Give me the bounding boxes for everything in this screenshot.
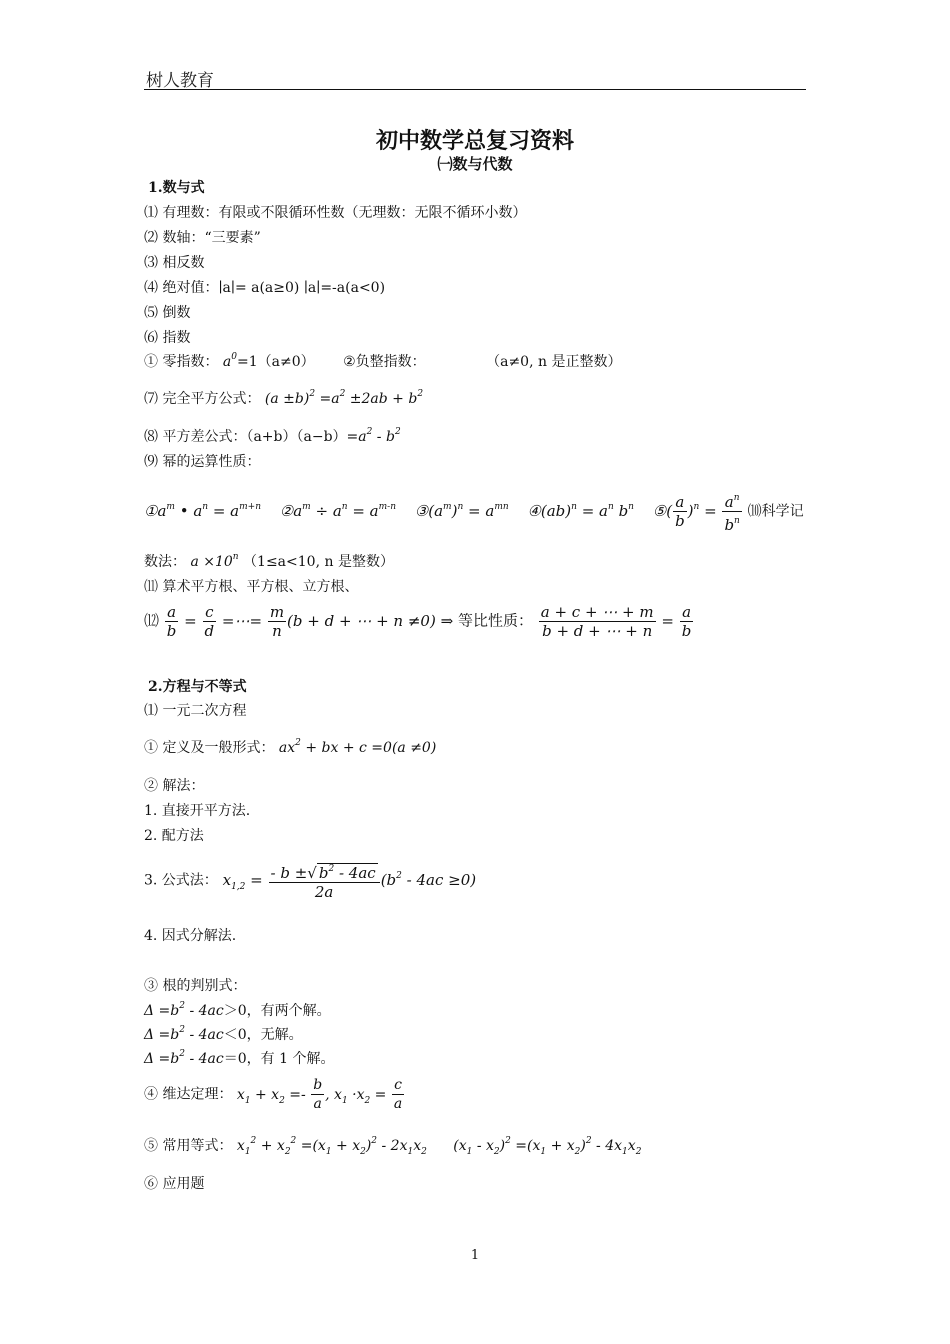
line-reciprocal: ⑸ 倒数 bbox=[144, 305, 191, 321]
formula-method-label: 3. 公式法： bbox=[144, 872, 218, 889]
line-perfect-square bbox=[144, 388, 423, 408]
zero-exp-formula: $a^0$ bbox=[222, 352, 237, 370]
identity-formula-2: $(x_1 - x_2)^2 =(x_1 + x_2)^2 - 4x_1x_2$ bbox=[453, 1136, 642, 1157]
neg-exp-cond: （a≠0, n 是正整数） bbox=[486, 354, 622, 370]
line-proportion: ⑿ $\frac{a}{b}$ = $\frac{c}{d}$ =⋯= $\frac{m}{n}$ (b + d + ⋯ + n ≠0) ⇒ 等比性质： $\frac{a + c + \cdots + m}{b + d + \cdots + n}$ = $\frac{a}{b}$ bbox=[144, 603, 692, 640]
line-exponent: ⑹ 指数 bbox=[144, 330, 191, 346]
discriminant-zero: $\Delta =b^2 - 4ac=0$，有 1 个解。 bbox=[144, 1049, 335, 1067]
general-form-formula: $ax^2$ + bx + c =0(a ≠0) bbox=[278, 738, 437, 756]
zero-exp-cond: =1（a≠0） bbox=[237, 354, 315, 370]
doc-subtitle: ㈠数与代数 bbox=[437, 155, 513, 173]
line-opposite: ⑶ 相反数 bbox=[144, 255, 205, 271]
proportion-property-label: 等比性质： bbox=[457, 611, 533, 630]
line-rational: ⑴ 有理数：有限或不限循环性数（无理数：无限不循环小数） bbox=[144, 205, 527, 221]
line-discriminant: ③ 根的判别式： bbox=[144, 978, 247, 994]
discriminant-positive: $\Delta =b^2 - 4ac>0$，有两个解。 bbox=[144, 1001, 331, 1019]
line-sci-notation bbox=[144, 551, 394, 571]
power-rules-formulas: $①a^m$ • $a^n = a^{m+n}$ $②a^m \div a^n = a^{m-n}$ $③(a^m)^n = a^{mn}$ ④(ab)$^n$ = $a^n$ $b^n$ ⑤( $\frac{a}{b}$ )$^n$ = $\frac{a^n}{b^n}$ ⑽科学记 bbox=[144, 489, 804, 534]
quadratic-formula: $x_{1,2}$ = $\frac{- b \pm√ b^2 - 4ac}{2a}$ $(b^2 - 4ac \ge 0)$ bbox=[223, 871, 477, 889]
sci-notation-formula: $a \times 10^n$ bbox=[190, 552, 239, 570]
section-heading-2: 2.方程与不等式 bbox=[148, 679, 247, 695]
header-rule bbox=[144, 89, 806, 90]
identities-label: ⑤ 常用等式： bbox=[144, 1138, 233, 1154]
line-method-1: 1. 直接开平方法. bbox=[144, 803, 251, 819]
page-number: 1 bbox=[470, 1248, 480, 1263]
line-diff-squares bbox=[144, 426, 401, 446]
neg-exp-label: ②负整指数： bbox=[343, 354, 426, 370]
line-absolute: ⑷ 绝对值：∣a∣= a(a≥0) ∣a∣=-a(a<0) bbox=[144, 280, 386, 296]
sci-notation-cond: （1≤a<10, n 是整数） bbox=[243, 554, 394, 570]
line-zero-exponent bbox=[144, 351, 621, 371]
line-solutions: ② 解法： bbox=[144, 778, 205, 794]
sci-notation-label-start: ⑽科学记 bbox=[747, 503, 804, 520]
perfect-square-label: ⑺ 完全平方公式： bbox=[144, 391, 261, 407]
section-heading-1: 1.数与式 bbox=[148, 180, 205, 196]
discriminant-negative: $\Delta =b^2 - 4ac<0$，无解。 bbox=[144, 1025, 303, 1043]
line-power-rules: ⑼ 幂的运算性质： bbox=[144, 454, 261, 470]
line-method-3 bbox=[144, 860, 476, 901]
vieta-label: ④ 维达定理： bbox=[144, 1086, 233, 1103]
proportion-label: ⑿ bbox=[144, 611, 160, 630]
line-application: ⑥ 应用题 bbox=[144, 1176, 205, 1192]
vieta-formula: $x_1 + x_2$ =- $\frac{b}{a}$ , $x_1 \cdot x_2$ = $\frac{c}{a}$ bbox=[236, 1077, 403, 1112]
line-quadratic: ⑴ 一元二次方程 bbox=[144, 703, 247, 719]
line-method-4: 4. 因式分解法. bbox=[144, 928, 237, 944]
line-number-axis: ⑵ 数轴：“三要素” bbox=[144, 230, 261, 246]
diff-squares-formula: $a^2 - b^2$ bbox=[358, 427, 401, 445]
header-org: 树人教育 bbox=[146, 71, 214, 91]
line-common-identities bbox=[144, 1135, 641, 1157]
diff-squares-label: ⑻ 平方差公式：（a+b）（a−b）= bbox=[144, 429, 359, 445]
zero-exp-label: ① 零指数： bbox=[144, 354, 219, 370]
sci-notation-label: 数法： bbox=[144, 554, 186, 570]
line-definition bbox=[144, 737, 436, 757]
identity-formula-1: $x_1^2 + x_2^2 =(x_1 + x_2)^2 - 2x_1x_2$ bbox=[236, 1136, 427, 1157]
definition-label: ① 定义及一般形式： bbox=[144, 740, 275, 756]
line-roots: ⑾ 算术平方根、平方根、立方根、 bbox=[144, 579, 359, 595]
perfect-square-formula: $(a \pm b)^2 =a^2 \pm 2ab + b^2$ bbox=[264, 389, 424, 407]
doc-title: 初中数学总复习资料 bbox=[375, 129, 574, 154]
line-method-2: 2. 配方法 bbox=[144, 828, 204, 844]
line-vieta bbox=[144, 1076, 405, 1113]
